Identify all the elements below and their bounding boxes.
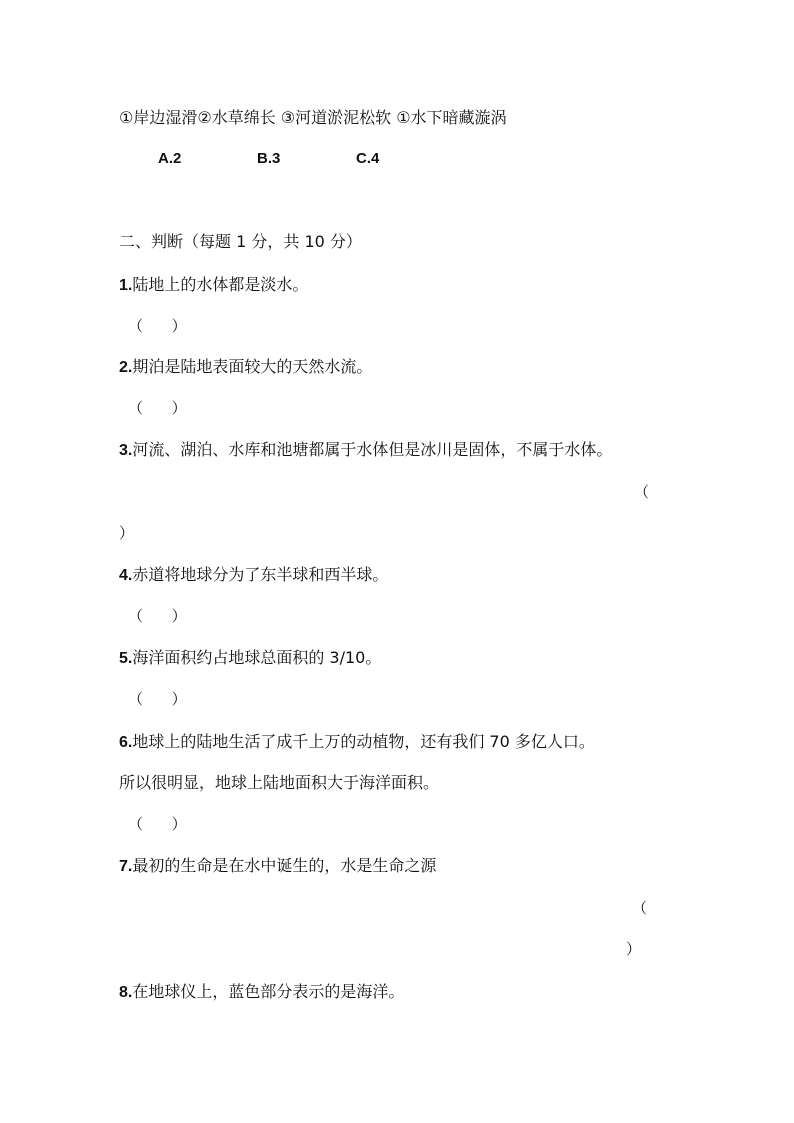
- question-number: 3.: [119, 442, 133, 459]
- answer-close-3: ）: [119, 524, 135, 542]
- question-8: [119, 982, 404, 1003]
- answer-close-7: ）: [626, 940, 642, 958]
- question-number: 4.: [119, 567, 133, 584]
- question-6-continued: 所以很明显，地球上陆地面积大于海洋面积。: [119, 773, 440, 792]
- question-text: 赤道将地球分为了东半球和西半球。: [132, 565, 389, 584]
- question-text: 期泊是陆地表面较大的天然水流。: [132, 357, 373, 376]
- question-text: 陆地上的水体都是淡水。: [132, 275, 309, 294]
- answer-blank-2[interactable]: （ ）: [128, 399, 187, 417]
- question-number: 5.: [119, 650, 133, 667]
- answer-open-3[interactable]: （: [634, 483, 650, 501]
- question-text: 最初的生命是在水中诞生的，水是生命之源: [132, 856, 437, 875]
- question-1: [119, 275, 308, 296]
- answer-open-7[interactable]: （: [632, 899, 648, 917]
- question-5: [119, 648, 381, 669]
- question-6: [119, 732, 595, 753]
- question-number: 1.: [119, 277, 133, 294]
- option-c: C.4: [356, 150, 380, 167]
- section-title: 二、判断（每题 1 分，共 10 分）: [119, 232, 362, 251]
- question-text: 海洋面积约占地球总面积的 3/10。: [132, 648, 382, 667]
- option-b: B.3: [257, 150, 281, 167]
- question-number: 8.: [119, 984, 133, 1001]
- question-text: 地球上的陆地生活了成千上万的动植物，还有我们 70 多亿人口。: [132, 732, 595, 751]
- answer-blank-6[interactable]: （ ）: [128, 815, 187, 833]
- answer-blank-4[interactable]: （ ）: [128, 607, 187, 625]
- question-3: [119, 440, 612, 461]
- question-4: [119, 565, 388, 586]
- question-2: [119, 357, 372, 378]
- question-number: 2.: [119, 359, 133, 376]
- question-number: 6.: [119, 734, 133, 751]
- answer-blank-1[interactable]: （ ）: [128, 317, 187, 335]
- question-7: [119, 856, 436, 877]
- question-text: 在地球仪上，蓝色部分表示的是海洋。: [132, 982, 405, 1001]
- option-a: A.2: [158, 150, 182, 167]
- question-number: 7.: [119, 858, 133, 875]
- answer-blank-5[interactable]: （ ）: [128, 690, 187, 708]
- question-text: 河流、湖泊、水库和池塘都属于水体但是冰川是固体，不属于水体。: [132, 440, 613, 459]
- choice-conditions: ①岸边湿滑②水草绵长 ③河道淤泥松软 ①水下暗藏漩涡: [119, 108, 507, 127]
